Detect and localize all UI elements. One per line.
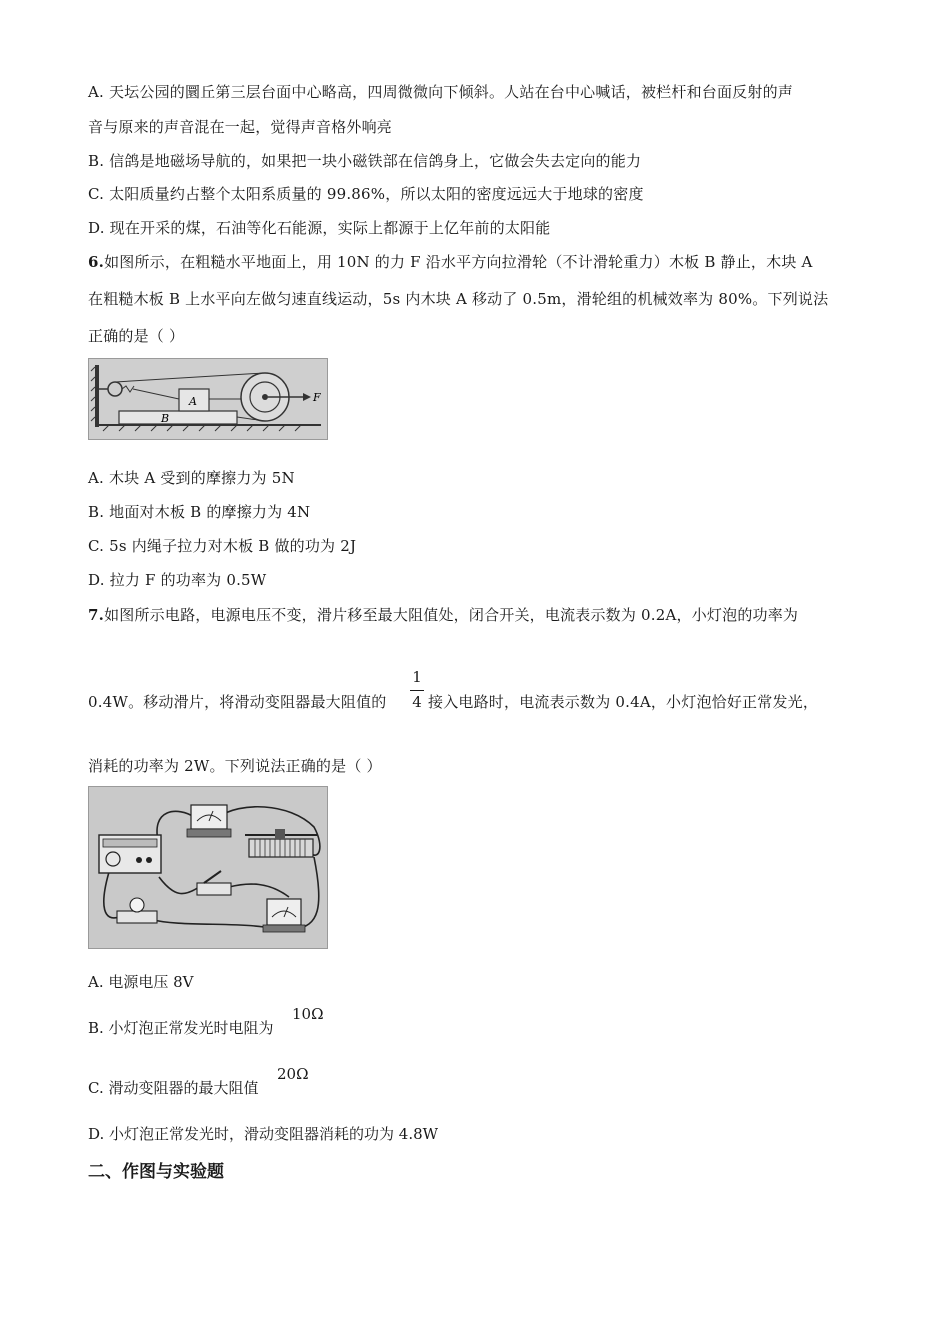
fraction-bar <box>410 690 424 691</box>
spring-scale <box>108 382 122 396</box>
lamp-holder <box>117 911 157 923</box>
q5-option-c: C. 太阳质量约占整个太阳系质量的 99.86%，所以太阳的密度远远大于地球的密度 <box>88 185 644 203</box>
q7-option-c-value: 20Ω <box>277 1065 309 1083</box>
wall <box>95 365 99 427</box>
q6-number: 6. <box>88 253 105 271</box>
circuit-diagram <box>89 787 327 948</box>
q5-option-b: B. 信鸽是地磁场导航的，如果把一块小磁铁部在信鸽身上，它做会失去定向的能力 <box>88 152 642 170</box>
switch <box>197 883 231 895</box>
q7-number: 7. <box>88 606 105 624</box>
ammeter <box>191 805 227 829</box>
fraction-numerator: 1 <box>412 668 422 686</box>
lamp-bulb <box>130 898 144 912</box>
q7-option-a: A. 电源电压 8V <box>88 973 194 991</box>
q7-option-d: D. 小灯泡正常发光时，滑动变阻器消耗的功为 4.8W <box>88 1125 439 1143</box>
q7-option-c: C. 滑动变阻器的最大阻值 <box>88 1079 259 1097</box>
label-f: F <box>313 391 321 404</box>
section-heading: 二、作图与实验题 <box>88 1162 224 1182</box>
fraction-denominator: 4 <box>412 693 422 711</box>
q7-stem-line2-pre: 0.4W。移动滑片，将滑动变阻器最大阻值的 <box>88 693 387 711</box>
q5-option-d: D. 现在开采的煤，石油等化石能源，实际上都源于上亿年前的太阳能 <box>88 219 551 237</box>
q6-option-d: D. 拉力 F 的功率为 0.5W <box>88 571 267 589</box>
q5-option-a-line2: 音与原来的声音混在一起，觉得声音格外响亮 <box>88 118 393 136</box>
voltmeter <box>267 899 301 925</box>
q7-circuit-figure <box>88 786 328 949</box>
q6-stem-text-1: 如图所示，在粗糙水平地面上，用 10N 的力 F 沿水平方向拉滑轮（不计滑轮重力）木板 B 静止，木块 A <box>104 253 813 271</box>
label-b: B <box>161 412 170 425</box>
q7-stem-line3: 消耗的功率为 2W。下列说法正确的是（ ） <box>88 757 382 775</box>
q6-option-b: B. 地面对木板 B 的摩擦力为 4N <box>88 503 311 521</box>
rheostat <box>249 839 313 857</box>
label-a: A <box>189 395 197 408</box>
q7-stem-line2-post: 接入电路时，电流表示数为 0.4A，小灯泡恰好正常发光， <box>428 693 819 711</box>
q5-option-a-line1: A. 天坛公园的圜丘第三层台面中心略高，四周微微向下倾斜。人站在台中心喊话，被栏杆和台面反射的声 <box>88 83 793 101</box>
board-b <box>119 411 237 424</box>
q7-stem-text-1: 如图所示电路，电源电压不变，滑片移至最大阻值处，闭合开关，电流表示数为 0.2A，小灯泡的功率为 <box>104 606 799 624</box>
q7-option-b-value: 10Ω <box>292 1005 324 1023</box>
q6-option-c: C. 5s 内绳子拉力对木板 B 做的功为 2J <box>88 537 357 555</box>
pulley-diagram <box>89 359 327 439</box>
q6-option-a: A. 木块 A 受到的摩擦力为 5N <box>88 469 295 487</box>
q7-option-b: B. 小灯泡正常发光时电阻为 <box>88 1019 274 1037</box>
q6-stem-line1 <box>88 252 813 272</box>
q6-stem-line2: 在粗糙木板 B 上水平向左做匀速直线运动，5s 内木块 A 移动了 0.5m，滑轮组的机械效率为 80%。下列说法 <box>88 290 829 308</box>
wall-hatch <box>91 367 95 421</box>
q7-stem-line1 <box>88 605 798 625</box>
q6-stem-line3: 正确的是（ ） <box>88 327 185 345</box>
q6-pulley-figure <box>88 358 328 440</box>
